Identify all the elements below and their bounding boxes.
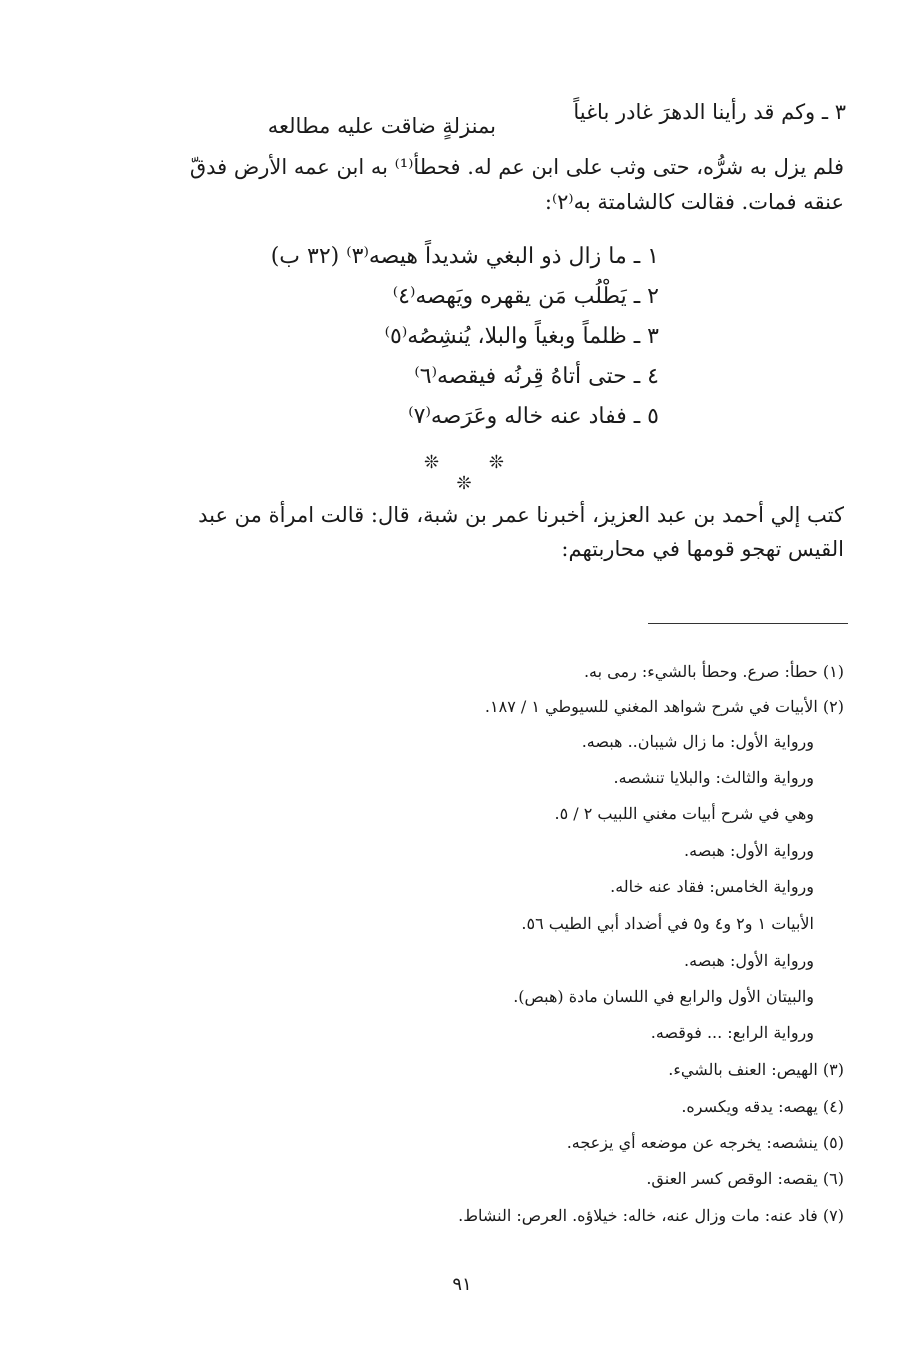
footnote-detail: وهي في شرح أبيات مغني اللبيب ٢ / ٥. bbox=[554, 804, 814, 823]
prose-line: القيس تهجو قومها في محاربتهم: bbox=[561, 537, 844, 561]
footnote-detail: والبيتان الأول والرابع في اللسان مادة (هبص). bbox=[513, 987, 814, 1006]
poem-verse: ٥ ـ ففاد عنه خاله وعَرَصه⁽٧⁾ bbox=[408, 404, 659, 429]
verse-3-second-hemistich: بمنزلةٍ ضاقت عليه مطالعه bbox=[267, 114, 496, 138]
footnote-rule bbox=[648, 623, 848, 624]
footnote-detail: ورواية الرابع: ... فوقصه. bbox=[650, 1023, 814, 1042]
footnote: (٢) الأبيات في شرح شواهد المغني للسيوطي ١ / ١٨٧. bbox=[484, 697, 844, 716]
footnote: (١) حطأ: صرع. وحطأ بالشيء: رمى به. bbox=[583, 662, 844, 681]
poem-verse: ٢ ـ يَطْلُب مَن يقهره ويَهصه⁽٤⁾ bbox=[392, 284, 659, 309]
footnote-detail: ورواية والثالث: والبلايا تنشصه. bbox=[613, 768, 814, 787]
poem-verse: ٣ ـ ظلماً وبغياً والبلا، يُنشِصُه⁽٥⁾ bbox=[384, 324, 659, 349]
prose-line: عنقه فمات. فقالت كالشامتة به⁽٢⁾: bbox=[544, 190, 844, 214]
footnote: (٥) ينشصه: يخرجه عن موضعه أي يزعجه. bbox=[566, 1133, 844, 1152]
footnote-detail: ورواية الأول: هبصه. bbox=[684, 841, 814, 860]
prose-line: كتب إلي أحمد بن عبد العزيز، أخبرنا عمر بن شبة، قال: قالت امرأة من عبد bbox=[198, 503, 844, 527]
page-number: ٩١ bbox=[452, 1274, 472, 1295]
footnote: (٧) فاد عنه: مات وزال عنه، خاله: خيلاؤه. العرص: النشاط. bbox=[458, 1206, 844, 1225]
footnote-detail: ورواية الخامس: فقاد عنه خاله. bbox=[610, 877, 814, 896]
poem-verse: ١ ـ ما زال ذو البغي شديداً هيصه⁽٣⁾ (٣٢ ب) bbox=[270, 244, 659, 269]
poem-verse: ٤ ـ حتى أتاهُ قِرنُه فيقصه⁽٦⁾ bbox=[414, 364, 659, 389]
footnote: (٦) يقصه: الوقص كسر العنق. bbox=[646, 1169, 844, 1188]
footnote: (٣) الهيص: العنف بالشيء. bbox=[668, 1060, 844, 1079]
footnote-detail: ورواية الأول: ما زال شيبان.. هبصه. bbox=[581, 732, 814, 751]
prose-line: فلم يزل به شرُّه، حتى وثب على ابن عم له. فحطأ⁽¹⁾ به ابن عمه الأرض فدقّ bbox=[189, 155, 844, 179]
verse-3-first-hemistich: ٣ ـ وكم قد رأينا الدهرَ غادر باغياً bbox=[573, 100, 846, 124]
footnote: (٤) يهصه: يدقه ويكسره. bbox=[681, 1097, 844, 1116]
section-divider: ❊ ❊ ❊ bbox=[424, 452, 526, 494]
footnote-detail: الأبيات ١ و٢ و٤ و٥ في أضداد أبي الطيب ٥٦. bbox=[521, 914, 814, 933]
footnote-detail: ورواية الأول: هبصه. bbox=[684, 951, 814, 970]
